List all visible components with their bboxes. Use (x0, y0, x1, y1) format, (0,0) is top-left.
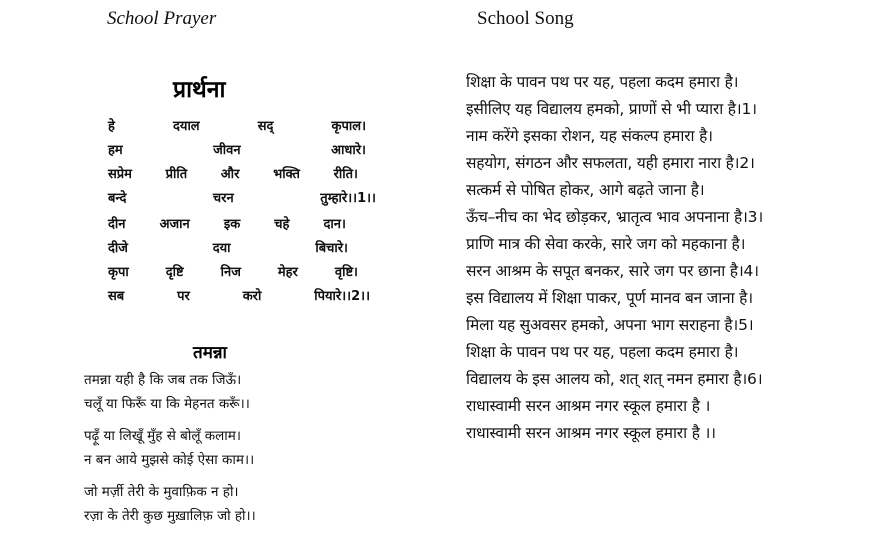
prayer-word: जीवन (213, 143, 241, 158)
prayer-word: और (220, 167, 240, 182)
prayer-word: प्रीति (165, 167, 188, 182)
prayer-word: दान। (323, 217, 346, 232)
prayer-word: पियारे।।2।। (314, 289, 370, 304)
prayer-word: अजान (159, 217, 190, 232)
song-panel (462, 66, 872, 456)
prayer-word: करो (242, 289, 262, 304)
tamanna-line: पढ़ूँ या लिखूँ मुँह से बोलूँ कलाम। (84, 428, 241, 444)
prayer-word: सप्रेम (108, 167, 132, 182)
school-prayer-caption: School Prayer (107, 8, 217, 29)
song-line: सहयोग, संगठन और सफलता, यही हमारा नारा है।2। (466, 154, 755, 172)
prayer-word: दया (212, 241, 231, 256)
tamanna-line: जो मर्ज़ी तेरी के मुवाफ़िक न हो। (84, 484, 239, 500)
prayer-line (108, 116, 366, 134)
prayer-word: दयाल (173, 119, 200, 134)
prayer-word: हे (108, 119, 115, 134)
song-line: प्राणि मात्र की सेवा करके, सारे जग को महकाना है। (466, 235, 746, 253)
prayer-word: बिचारे। (315, 241, 348, 256)
prayer-word: चहे (274, 217, 290, 232)
song-line: ऊँच–नीच का भेद छोड़कर, भ्रातृत्व भाव अपनाना है।3। (466, 208, 764, 226)
prayer-word: इक (223, 217, 241, 232)
prayer-word: आधारे। (331, 143, 366, 158)
prayer-word: मेहर (277, 265, 298, 280)
prayer-word: वृष्टि। (334, 265, 358, 280)
prayer-line (108, 214, 346, 232)
prayer-title: प्रार्थना (173, 77, 226, 103)
prayer-word: निज (220, 265, 241, 280)
song-line: सत्कर्म से पोषित होकर, आगे बढ़ते जाना है। (466, 181, 705, 199)
prayer-word: कृपा (108, 265, 129, 280)
prayer-word: सद् (257, 119, 274, 134)
prayer-line (108, 262, 358, 280)
prayer-word: तुम्हारे।।1।। (320, 191, 376, 206)
song-line: विद्यालय के इस आलय को, शत् शत् नमन हमारा है।6। (466, 370, 763, 388)
prayer-word: दृष्टि (165, 265, 184, 280)
prayer-line (108, 286, 370, 304)
prayer-word: बन्दे (108, 191, 127, 206)
tamanna-title: तमन्ना (193, 343, 227, 363)
tamanna-line: तमन्ना यही है कि जब तक जिऊँ। (84, 372, 242, 388)
tamanna-line: रज़ा के तेरी कुछ मुख़ालिफ़ जो हो।। (84, 508, 256, 524)
song-line: नाम करेंगे इसका रोशन, यह संकल्प हमारा है। (466, 127, 713, 145)
prayer-panel (78, 68, 388, 538)
prayer-word: सब (108, 289, 125, 304)
song-line: मिला यह सुअवसर हमको, अपना भाग सराहना है।5। (466, 316, 754, 334)
song-line: शिक्षा के पावन पथ पर यह, पहला कदम हमारा है। (466, 343, 739, 361)
prayer-word: हम (108, 143, 123, 158)
prayer-word: रीति। (333, 167, 358, 182)
song-line: शिक्षा के पावन पथ पर यह, पहला कदम हमारा है। (466, 73, 739, 91)
tamanna-line: न बन आये मुझसे कोई ऐसा काम।। (84, 452, 255, 468)
song-line: राधास्वामी सरन आश्रम नगर स्कूल हमारा है । (466, 397, 711, 415)
prayer-word: दीन (108, 217, 126, 232)
prayer-word: चरन (212, 191, 234, 206)
tamanna-line: चलूँ या फिरूँ या कि मेहनत करूँ।। (84, 396, 250, 412)
song-line: इस विद्यालय में शिक्षा पाकर, पूर्ण मानव बन जाना है। (466, 289, 753, 307)
prayer-word: पर (177, 289, 190, 304)
school-song-caption: School Song (477, 8, 574, 29)
prayer-word: भक्ति (273, 167, 300, 182)
prayer-word: दीजे (108, 241, 128, 256)
prayer-line (108, 188, 376, 206)
prayer-line (108, 164, 358, 182)
song-line: सरन आश्रम के सपूत बनकर, सारे जग पर छाना है।4। (466, 262, 759, 280)
prayer-word: कृपाल। (331, 119, 366, 134)
prayer-line (108, 238, 348, 256)
song-line: इसीलिए यह विद्यालय हमको, प्राणों से भी प्यारा है।1। (466, 100, 757, 118)
song-line: राधास्वामी सरन आश्रम नगर स्कूल हमारा है ।। (466, 424, 716, 442)
prayer-line (108, 140, 366, 158)
